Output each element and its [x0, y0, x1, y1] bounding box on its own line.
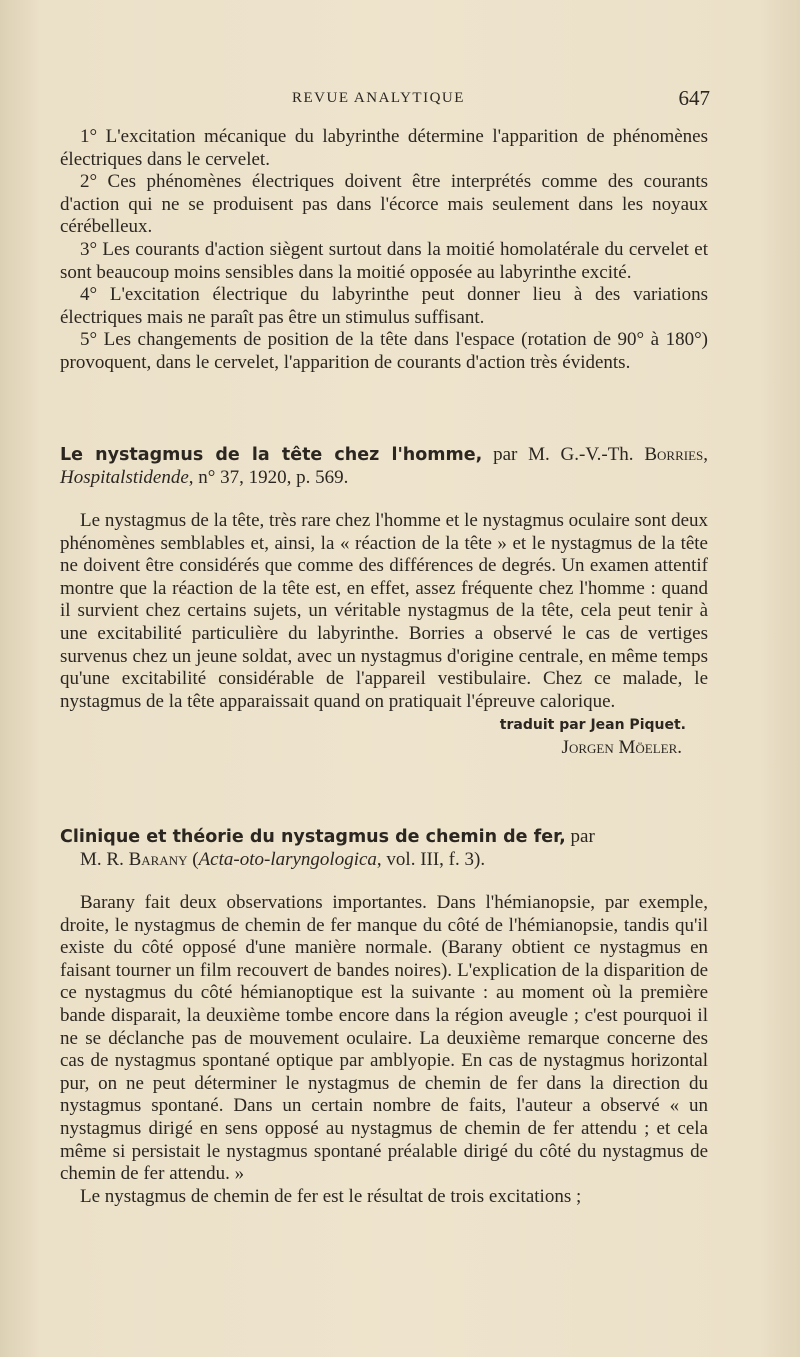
article-by: par M. G.-V.-Th. — [482, 444, 645, 465]
article-body-nystagmus-chemin-de-fer — [60, 892, 708, 1208]
article-signature: Jorgen Möeler. — [561, 736, 682, 758]
article-title: Le nystagmus de la tête chez l'homme, — [60, 445, 483, 465]
article-sep: , — [703, 444, 708, 465]
article-author-prefix: M. R. — [80, 848, 129, 870]
conclusion-item: 4° L'excitation électrique du labyrinthe peut donner lieu à des variations électriques mais ne paraît pas être un stimulus suffisant. — [60, 284, 708, 328]
page-number: 647 — [678, 86, 710, 110]
translator-credit: traduit par Jean Piquet. — [499, 717, 686, 734]
conclusion-item: 3° Les courants d'action siègent surtout dans la moitié homolatérale du cervelet et sont beaucoup moins sensibles dans la moitié opposée au labyrinthe excité. — [60, 238, 708, 283]
conclusion-item: 5° Les changements de position de la tête dans l'espace (rotation de 90° à 180°) provoquent, dans le cervelet, l'apparition de courants d'action très évidents. — [60, 329, 708, 373]
article-citation: , n° 37, 1920, p. 569. — [188, 466, 349, 488]
conclusions-list — [60, 126, 708, 375]
running-title: REVUE ANALYTIQUE — [292, 90, 465, 106]
conclusion-item: 2° Ces phénomènes électriques doivent être interprétés comme des courants d'action qui ne se produisent pas dans l'écorce mais seulement dans les noyaux cérébelleux. — [60, 171, 708, 238]
journal-name: Acta-oto-laryngologica — [198, 848, 377, 870]
journal-open: ( — [187, 848, 199, 870]
article-paragraph: Le nystagmus de chemin de fer est le résultat de trois excitations ; — [80, 1185, 582, 1207]
conclusion-item: 1° L'excitation mécanique du labyrinthe détermine l'apparition de phénomènes électriques dans le cervelet. — [60, 126, 708, 170]
article-head-nystagmus-tete — [60, 444, 708, 489]
page-header — [60, 86, 710, 116]
article-citation: , vol. III, f. 3). — [376, 848, 486, 870]
article-by: par — [565, 826, 595, 847]
article-paragraph: Le nystagmus de la tête, très rare chez l'homme et le nystagmus oculaire sont deux phénomènes semblables et, ainsi, la « réaction de la tête » et le nystagmus de la tête ne doivent être considérés que comme des différences de degrés. Un examen attentif montre que la réaction de la tête est, en effet, assez fréquente chez l'homme : quand il survient chez certains sujets, un véritable nystagmus de la tête, cela peut tenir à une excitabilité particulière du labyrinthe. Borries a observé le cas de vertiges survenus chez un jeune soldat, avec un nystagmus d'origine centrale, en même temps qu'une excitabilité considérable de l'appareil vestibulaire. Chez ce malade, le nystagmus de la tête apparaissait quand on pratiquait l'épreuve calorique. — [60, 510, 708, 712]
article-reference — [60, 826, 708, 871]
article-title: Clinique et théorie du nystagmus de chemin de fer, — [60, 827, 566, 847]
article-head-nystagmus-chemin-de-fer — [60, 826, 708, 871]
article-author: Borries — [644, 444, 704, 465]
article-reference — [60, 444, 708, 489]
article-author: Barany — [128, 848, 188, 870]
article-body-nystagmus-tete — [60, 510, 708, 760]
article-paragraph: Barany fait deux observations importantes. Dans l'hémianopsie, par exemple, droite, le nystagmus de chemin de fer manque du côté de l'hémianopsie, tandis qu'il existe du côté opposé d'une manière normale. (Barany obtient ce nystagmus en faisant tourner un film recouvert de bandes noires). L'explication de la disparition de ce nystagmus du côté hémianoptique est la suivante : au moment où la première bande disparait, la deuxième tombe encore dans la région aveugle ; c'est pourquoi il ne se déclanche pas de mouvement oculaire. La deuxième remarque concerne des cas de nystagmus spontané optique par amblyopie. En cas de nystagmus horizontal pur, on ne peut déterminer le nystagmus de chemin de fer dans la direction du nystagmus spontané. Dans un certain nombre de faits, l'auteur a observé « un nystagmus dirigé en sens opposé au nystagmus de chemin de fer attendu ; et cela même si persistait le nystagmus spontané préalable dirigé du côté du nystagmus de chemin de fer attendu. » — [60, 892, 708, 1185]
journal-name: Hospitalstidende — [60, 466, 189, 488]
